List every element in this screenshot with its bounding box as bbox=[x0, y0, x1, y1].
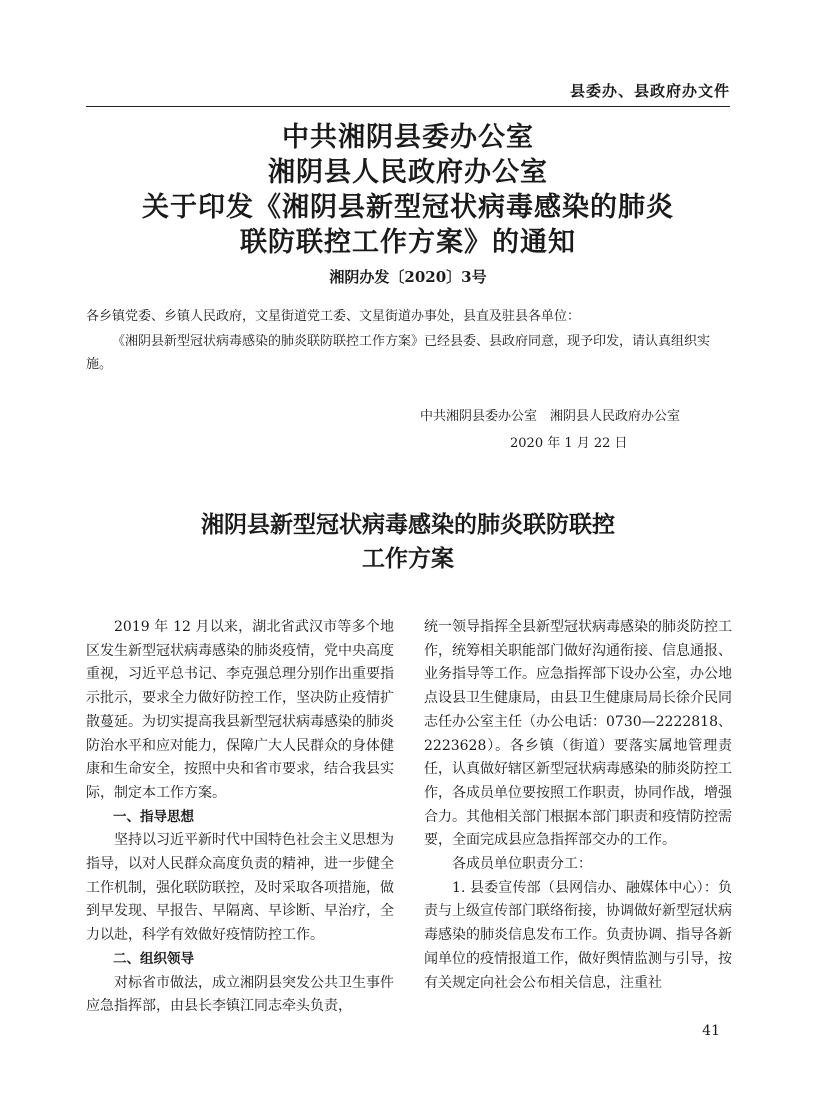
duty-item: 1. 县委宣传部（县网信办、融媒体中心）：负责与上级宣传部门联络衔接，协调做好新型冠状病毒感染的肺炎信息发布工作。负责协调、指导各新闻单位的疫情报道工作，做好舆情监测与引导，按有关规定向社会公布相关信息，注重社 bbox=[424, 879, 732, 991]
page-number: 41 bbox=[702, 1023, 720, 1039]
section-heading-organization: 二、组织领导 bbox=[113, 950, 194, 967]
organization-paragraph: 对标省市做法，成立湘阴县突发公共卫生事件应急指挥部，由县长李镇江同志牵头负责， bbox=[86, 974, 394, 1015]
notice-title-line: 联防联控工作方案》的通知 bbox=[240, 227, 576, 258]
organization-paragraph-continued: 统一领导指挥全县新型冠状病毒感染的肺炎防控工作，统筹相关职能部门做好沟通衔接、信息通报、业务指导等工作。应急指挥部下设办公室，办公地点设县卫生健康局，由县卫生健康局局长徐介民同志任办公室主任（办公电话：0730—2222818、2223628）。各乡镇（街道）要落实属地管理责任，认真做好辖区新型冠状病毒感染的肺炎防控工作，各成员单位要按照工作职责，协同作战，增强合力。其他相关部门根据本部门职责和疫情防控需要，全面完成县应急指挥部交办的工作。 bbox=[424, 619, 732, 849]
document-number: 湘阴办发〔2020〕3号 bbox=[329, 268, 487, 286]
body-column-left bbox=[86, 616, 394, 1019]
duties-intro: 各成员单位职责分工： bbox=[452, 856, 592, 873]
header-divider bbox=[86, 106, 730, 107]
plan-title-line: 工作方案 bbox=[362, 545, 454, 572]
notice-title-line: 关于印发《湘阴县新型冠状病毒感染的肺炎 bbox=[142, 192, 674, 223]
body-column-right bbox=[424, 616, 732, 995]
plan-title-line: 湘阴县新型冠状病毒感染的肺炎联防联控 bbox=[201, 511, 615, 538]
notice-title-line: 中共湘阴县委办公室 bbox=[282, 122, 534, 153]
signing-date: 2020 年 1 月 22 日 bbox=[510, 436, 628, 451]
notice-title-line: 湘阴县人民政府办公室 bbox=[268, 157, 548, 188]
section-heading-guiding-principle: 一、指导思想 bbox=[113, 808, 194, 825]
signing-organizations: 中共湘阴县委办公室 湘阴县人民政府办公室 bbox=[420, 409, 681, 424]
notice-intro-paragraph: 《湘阴县新型冠状病毒感染的肺炎联防联控工作方案》已经县委、县政府同意，现予印发，请认真组织实施。 bbox=[86, 334, 711, 372]
notice-title bbox=[86, 120, 730, 260]
document-category-label: 县委办、县政府办文件 bbox=[569, 82, 730, 100]
plan-intro-paragraph: 2019 年 12 月以来，湖北省武汉市等多个地区发生新型冠状病毒感染的肺炎疫情，党中央高度重视，习近平总书记、李克强总理分别作出重要指示批示，要求全力做好防控工作，坚决防止疫情扩散蔓延。为切实提高我县新型冠状病毒感染的肺炎防治水平和应对能力，保障广大人民群众的身体健康和生命安全，按照中央和省市要求，结合我县实际，制定本工作方案。 bbox=[86, 619, 394, 801]
guiding-principle-paragraph: 坚持以习近平新时代中国特色社会主义思想为指导，以对人民群众高度负责的精神，进一步健全工作机制，强化联防联控，及时采取各项措施，做到早发现、早报告、早隔离、早诊断、早治疗，全力以赴，科学有效做好疫情防控工作。 bbox=[86, 832, 394, 944]
plan-title bbox=[86, 508, 730, 576]
addressee-line: 各乡镇党委、乡镇人民政府，文星街道党工委、文星街道办事处，县直及驻县各单位： bbox=[86, 309, 581, 324]
